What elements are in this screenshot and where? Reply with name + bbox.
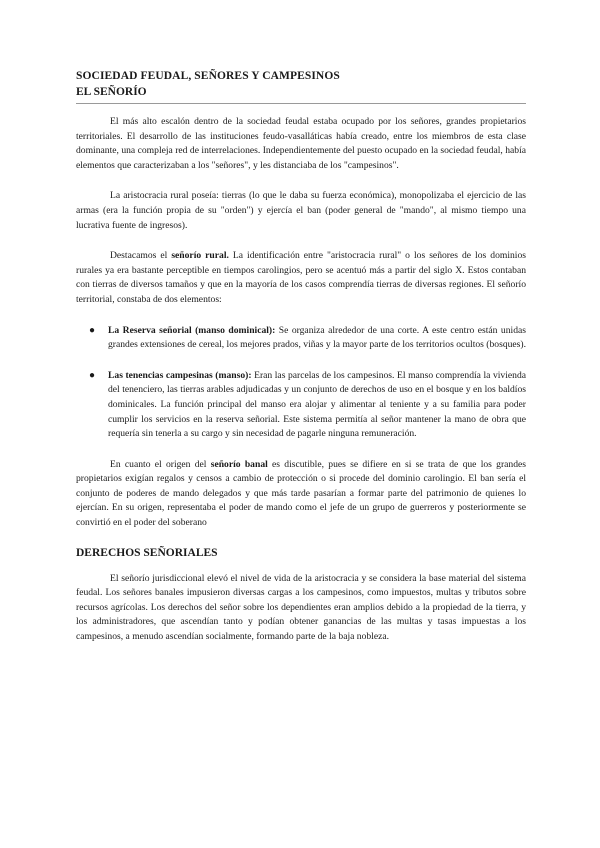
emphasis-senorio-rural: señorío rural. — [171, 250, 229, 262]
list-item-reserva — [76, 324, 526, 353]
emphasis-senorio-banal: señorío banal — [210, 458, 268, 470]
paragraph-senorio-banal — [76, 458, 526, 531]
list-item-text: Se organiza alrededor de una corte. A este centro están unidas grandes extensiones de cereal, los mejores prados, viñas y la mayor parte de los territorios ocultos (bosques). — [108, 324, 527, 351]
paragraph-senorio-rural — [76, 249, 526, 307]
document-title: SOCIEDAD FEUDAL, SEÑORES Y CAMPESINOS — [76, 70, 340, 82]
document-body — [76, 70, 526, 661]
paragraph-derechos: El señorío jurisdiccional elevó el nivel de vida de la aristocracia y se considera la base material del sistema feudal. Los señores banales impusieron diversas cargas a los campesinos, como impuestos, multas y tributos sobre recursos agrícolas. Los derechos del señor sobre los dependientes eran amplios debido a la propiedad de la tierra, y los administradores, que ascendían tanto y podían obtener ganancias de las multas y tasas impuestas a los campesinos, a menudo ascendían socialmente, formando parte de la baja nobleza. — [76, 572, 526, 643]
paragraph-text: En cuanto el origen del — [110, 458, 211, 470]
paragraph-aristocracia: La aristocracia rural poseía: tierras (lo que le daba su fuerza económica), monopolizaba el ejercicio de las armas (era la función propia de su "orden") y ejercía el ban (poder general de "mando", al mismo tiempo una lucrativa fuente de ingresos). — [76, 190, 526, 231]
list-item-term: La Reserva señorial (manso dominical): — [108, 324, 276, 336]
list-item-tenencias — [76, 369, 526, 442]
paragraph-text: es discutible, pues se difiere en si se trata de que los grandes propietarios exigían regalos y censos a cambio de protección o si procede del dominio carolingio. El ban sería el conjunto de poderes de mando delegados y que más tarde pasarían a formar parte del patrimonio de quienes lo ejercían. En su origen, representaba el poder de mando como el jefe de un grupo de guerreros y posteriormente se convirtió en el poder del soberano — [76, 458, 526, 529]
bullet-icon: ● — [89, 324, 96, 336]
paragraph-text: La identificación entre "aristocracia rural" o los señores de los dominios rurales ya era bastante perceptible en tiempos carolingios, pero se acentuó más a partir del siglo X. Estos contaban con tierras de diversos tamaños y que en la mayoría de los casos comprendía tierras de diversas regiones. El señorío territorial, constaba de dos elementos: — [76, 250, 526, 305]
list-item-text: Eran las parcelas de los campesinos. El manso comprendía la vivienda del tenenciero, las tierras arables adjudicadas y un conjunto de derechos de uso en el bosque y en los baldíos dominicales. La función principal del manso era alojar y alimentar al teniente y a su familia para poder cumplir los servicios en la reserva señorial. Este sistema permitía al señor mantener la mano de obra que requería sin tenerla a su cargo y sin necesidad de pagarle ninguna remuneración. — [108, 369, 526, 440]
section-heading-senorio: EL SEÑORÍO — [76, 86, 147, 98]
elements-list — [76, 324, 526, 442]
section-heading-derechos: DERECHOS SEÑORIALES — [76, 546, 218, 559]
bullet-icon: ● — [89, 369, 96, 381]
list-item-term: Las tenencias campesinas (manso): — [108, 369, 252, 381]
paragraph-text: Destacamos el — [110, 250, 172, 262]
heading-divider — [76, 103, 526, 104]
paragraph-intro: El más alto escalón dentro de la sociedad feudal estaba ocupado por los señores, grandes propietarios territoriales. El desarrollo de las instituciones feudo-vasalláticas había creado, entre los miembros de esta clase dominante, una compleja red de interrelaciones. Independientemente del puesto ocupado en la sociedad feudal, había elementos que caracterizaban a los "señores", y les distanciaba de los "campesinos". — [76, 116, 526, 171]
